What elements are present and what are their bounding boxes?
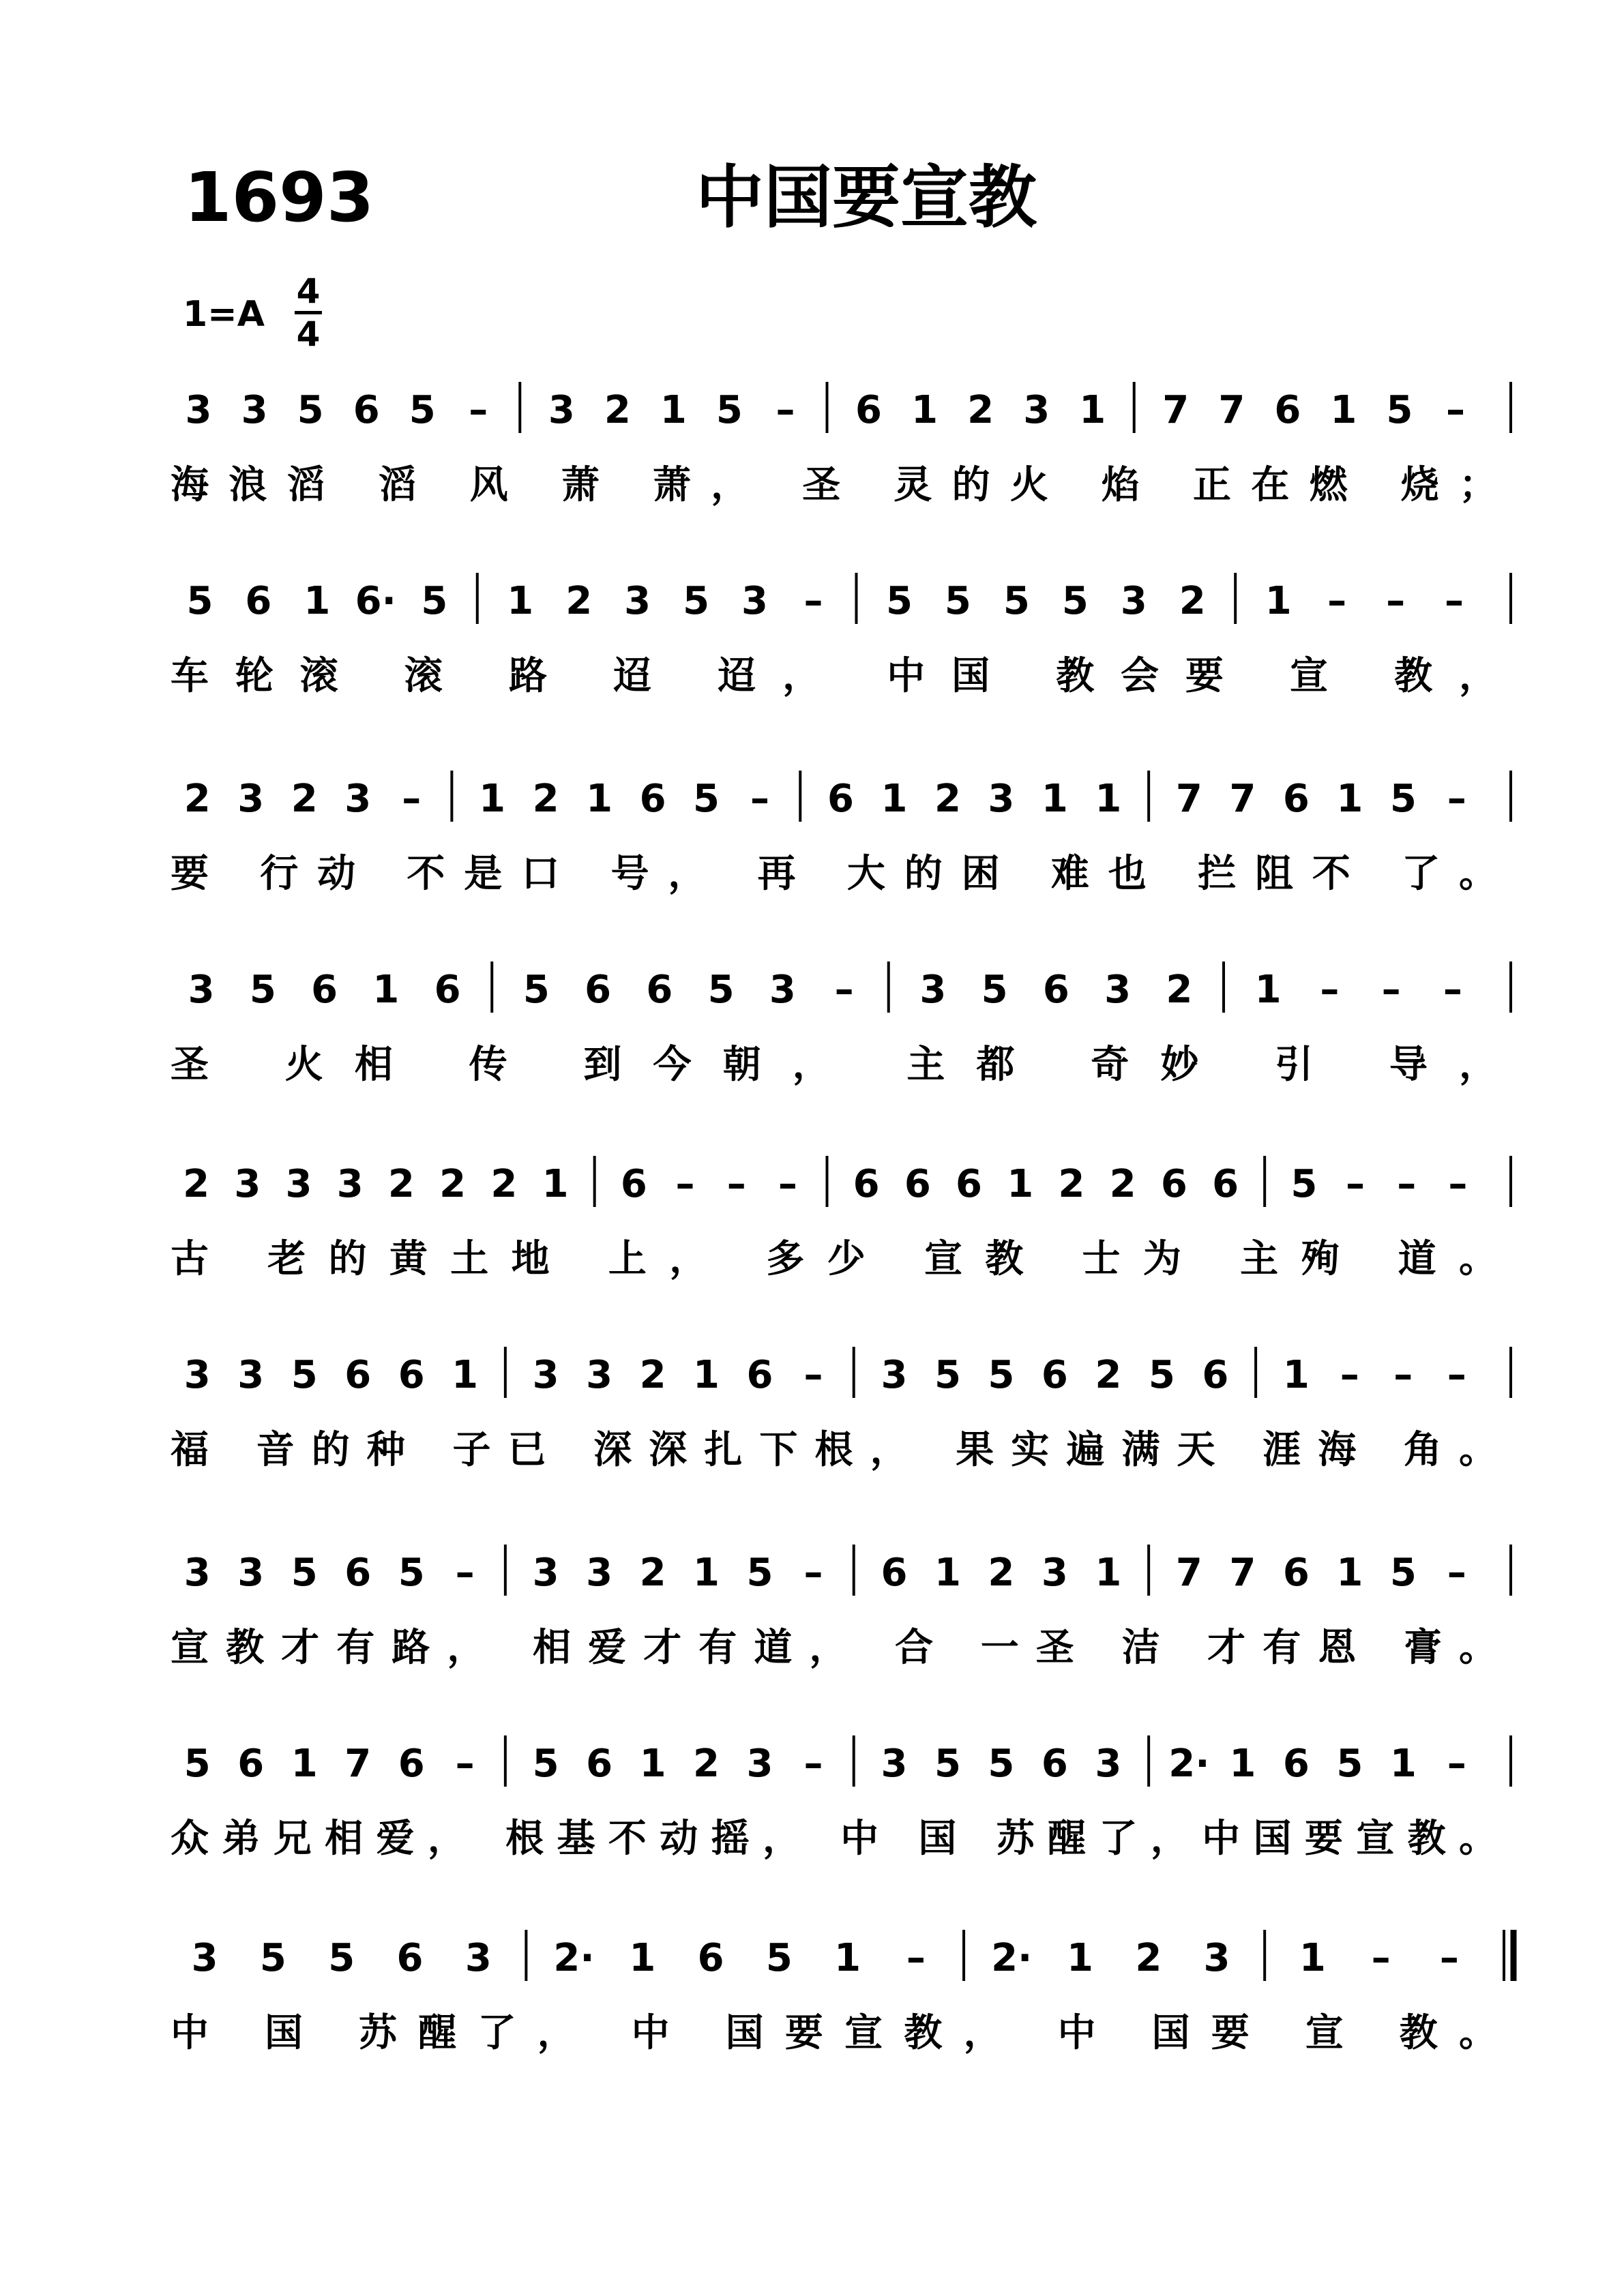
note: 6 bbox=[1202, 1353, 1229, 1397]
note: 5 bbox=[421, 579, 448, 623]
note: 6 bbox=[746, 1353, 773, 1397]
note: 1 bbox=[629, 1936, 656, 1980]
key-signature: 1=A bbox=[183, 294, 265, 335]
note: 2 bbox=[1058, 1162, 1085, 1206]
dash-note: – bbox=[1443, 968, 1462, 1012]
note: 5 bbox=[522, 968, 550, 1012]
dash-note: – bbox=[803, 1742, 823, 1786]
dash-note: – bbox=[803, 1551, 823, 1595]
note: 3 bbox=[1023, 388, 1050, 432]
note: 2 bbox=[490, 1162, 518, 1206]
note: 7 bbox=[1218, 388, 1245, 432]
note: 7 bbox=[1162, 388, 1190, 432]
note: 1 bbox=[911, 388, 939, 432]
note: 1 bbox=[1079, 388, 1106, 432]
note: 1 bbox=[881, 777, 908, 821]
note: 1 bbox=[1007, 1162, 1034, 1206]
note: 1 bbox=[693, 1551, 720, 1595]
note: 1 bbox=[542, 1162, 569, 1206]
note: 6 bbox=[1282, 1551, 1310, 1595]
note: 3 bbox=[741, 579, 768, 623]
note: 5 bbox=[934, 1742, 961, 1786]
note: 3 bbox=[919, 968, 947, 1012]
note: 1 bbox=[693, 1353, 720, 1397]
note: 2 bbox=[291, 777, 318, 821]
notation-row bbox=[192, 1930, 1514, 1981]
note: 2 bbox=[532, 777, 559, 821]
note: 2 bbox=[604, 388, 631, 432]
note: 2 bbox=[1166, 968, 1193, 1012]
note: 6 bbox=[881, 1551, 908, 1595]
dash-note: – bbox=[1340, 1353, 1359, 1397]
dash-note: – bbox=[1439, 1936, 1459, 1980]
note: 3 bbox=[1104, 968, 1132, 1012]
dash-note: – bbox=[1393, 1353, 1413, 1397]
note: 2 bbox=[693, 1742, 720, 1786]
note: 3 bbox=[881, 1742, 908, 1786]
note: 6 bbox=[1042, 968, 1069, 1012]
note: 7 bbox=[1229, 777, 1256, 821]
note: 3 bbox=[285, 1162, 312, 1206]
note: 5 bbox=[715, 388, 743, 432]
note: 2 bbox=[1109, 1162, 1136, 1206]
lyrics-row bbox=[171, 852, 1497, 896]
note: 6 bbox=[697, 1936, 724, 1980]
note: 6 bbox=[353, 388, 380, 432]
note: 2 bbox=[1135, 1936, 1162, 1980]
note: 1 bbox=[1041, 777, 1068, 821]
note: 5 bbox=[1389, 1551, 1417, 1595]
note: 6 bbox=[1282, 1742, 1310, 1786]
lyrics-row bbox=[171, 1428, 1497, 1472]
note: 2· bbox=[991, 1936, 1033, 1980]
note: 3 bbox=[532, 1551, 559, 1595]
note: 5 bbox=[988, 1353, 1015, 1397]
note: 2 bbox=[565, 579, 593, 623]
note: 7 bbox=[1229, 1551, 1256, 1595]
system-5 bbox=[171, 1156, 1511, 1281]
note: 1 bbox=[1265, 579, 1292, 623]
note: 2 bbox=[639, 1353, 666, 1397]
note: 6 bbox=[1041, 1742, 1068, 1786]
note: 3 bbox=[881, 1353, 908, 1397]
note: 1 bbox=[1095, 777, 1122, 821]
note: 6 bbox=[1212, 1162, 1239, 1206]
note: 1 bbox=[1389, 1742, 1417, 1786]
note: 5 bbox=[291, 1353, 318, 1397]
note: 3 bbox=[188, 968, 215, 1012]
system-1 bbox=[171, 382, 1511, 507]
note: 1 bbox=[304, 579, 331, 623]
note: 6 bbox=[344, 1551, 372, 1595]
note: 6 bbox=[398, 1742, 425, 1786]
note: 6 bbox=[311, 968, 338, 1012]
note: 3 bbox=[532, 1353, 559, 1397]
note: 6 bbox=[855, 388, 882, 432]
note: 3 bbox=[237, 1353, 265, 1397]
lyric-line: 众弟兄相爱， 根基不动摇， 中 国 苏醒了，中国要宣教。 bbox=[171, 1817, 1497, 1861]
dash-note: – bbox=[455, 1742, 475, 1786]
dash-note: – bbox=[469, 388, 488, 432]
note: 1 bbox=[452, 1353, 479, 1397]
note: 7 bbox=[344, 1742, 372, 1786]
note: 5 bbox=[981, 968, 1008, 1012]
note: 6 bbox=[237, 1742, 265, 1786]
note: 3 bbox=[183, 1353, 211, 1397]
note: 6 bbox=[639, 777, 666, 821]
note: 1 bbox=[586, 777, 613, 821]
note: 5 bbox=[886, 579, 913, 623]
note: 3 bbox=[548, 388, 575, 432]
lyrics-row bbox=[171, 1817, 1497, 1861]
note: 5 bbox=[398, 1551, 425, 1595]
note: 5 bbox=[1386, 388, 1413, 432]
note: 5 bbox=[944, 579, 971, 623]
note: 2 bbox=[967, 388, 994, 432]
note: 6 bbox=[1274, 388, 1301, 432]
note: 3 bbox=[1095, 1742, 1122, 1786]
dash-note: – bbox=[803, 1353, 823, 1397]
dash-note: – bbox=[1327, 579, 1347, 623]
dash-note: – bbox=[1371, 1936, 1391, 1980]
note: 5 bbox=[765, 1936, 793, 1980]
note: 2 bbox=[439, 1162, 467, 1206]
note: 2 bbox=[1179, 579, 1206, 623]
system-7 bbox=[171, 1545, 1511, 1670]
lyric-line: 中 国 苏醒了， 中 国要宣教， 中 国要 宣 教。 bbox=[171, 2011, 1497, 2055]
lyrics-row bbox=[171, 1043, 1497, 1087]
note: 6 bbox=[586, 1742, 613, 1786]
dash-note: – bbox=[1447, 1551, 1466, 1595]
note: 2 bbox=[1095, 1353, 1122, 1397]
note: 3 bbox=[464, 1936, 492, 1980]
notation-row bbox=[186, 382, 1511, 433]
note: 6 bbox=[956, 1162, 982, 1206]
note: 5 bbox=[409, 388, 436, 432]
note: 3 bbox=[769, 968, 796, 1012]
note: 3 bbox=[586, 1551, 613, 1595]
note: 3 bbox=[237, 777, 265, 821]
note: 5 bbox=[291, 1551, 318, 1595]
note: 1 bbox=[507, 579, 534, 623]
note: 5 bbox=[693, 777, 720, 821]
note: 1 bbox=[1067, 1936, 1093, 1980]
note: 1 bbox=[1336, 777, 1363, 821]
note: 7 bbox=[1175, 777, 1202, 821]
lyric-line: 宣教才有路， 相爱才有道， 合 一圣 洁 才有恩 膏。 bbox=[171, 1626, 1497, 1670]
note: 6 bbox=[434, 968, 461, 1012]
lyric-line: 车轮滚 滚 路 迢 迢， 中国 教会要 宣 教， bbox=[171, 654, 1498, 698]
note: 6 bbox=[1282, 777, 1310, 821]
note: 2· bbox=[553, 1936, 595, 1980]
system-2 bbox=[171, 573, 1511, 698]
note: 7 bbox=[1175, 1551, 1202, 1595]
lyric-line: 圣 火相 传 到今朝， 主都 奇妙 引 导， bbox=[171, 1043, 1497, 1087]
note: 5 bbox=[746, 1551, 773, 1595]
note: 5 bbox=[707, 968, 735, 1012]
note: 6 bbox=[646, 968, 673, 1012]
dash-note: – bbox=[1320, 968, 1340, 1012]
dash-note: – bbox=[1446, 388, 1465, 432]
dash-note: – bbox=[1447, 1353, 1466, 1397]
note: 2 bbox=[183, 1162, 210, 1206]
note: 2· bbox=[1168, 1742, 1210, 1786]
dash-note: – bbox=[1381, 968, 1401, 1012]
dash-note: – bbox=[750, 777, 769, 821]
note: 3 bbox=[1120, 579, 1147, 623]
note: 1 bbox=[291, 1742, 318, 1786]
note: 6 bbox=[1160, 1162, 1187, 1206]
song-number: 1693 bbox=[184, 158, 374, 237]
dash-note: – bbox=[803, 579, 823, 623]
system-8 bbox=[171, 1735, 1511, 1861]
dash-note: – bbox=[906, 1936, 926, 1980]
note: 1 bbox=[1330, 388, 1357, 432]
dash-note: – bbox=[402, 777, 422, 821]
note: 1 bbox=[934, 1551, 961, 1595]
note: 2 bbox=[639, 1551, 666, 1595]
note: 1 bbox=[372, 968, 400, 1012]
notation-row bbox=[184, 1545, 1511, 1596]
note: 6 bbox=[585, 968, 612, 1012]
note: 3 bbox=[241, 388, 268, 432]
lyric-line: 海浪滔 滔 风 萧 萧， 圣 灵的火 焰 正在燃 烧； bbox=[171, 463, 1497, 507]
note: 3 bbox=[624, 579, 651, 623]
dash-note: – bbox=[726, 1162, 746, 1206]
note: 5 bbox=[297, 388, 324, 432]
notation-row bbox=[183, 1156, 1511, 1207]
system-4 bbox=[171, 961, 1511, 1087]
song-title: 中国要宣教 bbox=[696, 158, 1037, 237]
note: 1 bbox=[639, 1742, 666, 1786]
note: 3 bbox=[1203, 1936, 1230, 1980]
note: 3 bbox=[237, 1551, 265, 1595]
note: 6 bbox=[245, 579, 272, 623]
note: 1 bbox=[1254, 968, 1282, 1012]
note: 5 bbox=[259, 1936, 286, 1980]
note: 3 bbox=[336, 1162, 364, 1206]
notation-row bbox=[188, 961, 1511, 1013]
note: 5 bbox=[1290, 1162, 1318, 1206]
note: 6 bbox=[398, 1353, 425, 1397]
system-3 bbox=[171, 771, 1511, 896]
lyrics-row bbox=[171, 654, 1497, 698]
note: 5 bbox=[532, 1742, 559, 1786]
time-signature-bottom: 4 bbox=[296, 314, 321, 354]
note: 5 bbox=[1061, 579, 1089, 623]
dash-note: – bbox=[1448, 1162, 1468, 1206]
notation-row bbox=[184, 1347, 1511, 1398]
note: 5 bbox=[186, 579, 213, 623]
dash-note: – bbox=[1447, 1742, 1466, 1786]
note: 6 bbox=[396, 1936, 424, 1980]
note: 5 bbox=[183, 1742, 211, 1786]
note: 5 bbox=[1148, 1353, 1175, 1397]
dash-note: – bbox=[1397, 1162, 1417, 1206]
dash-note: – bbox=[778, 1162, 797, 1206]
note: 1 bbox=[660, 388, 687, 432]
lyrics-row bbox=[171, 463, 1497, 507]
note: 5 bbox=[934, 1353, 961, 1397]
lyric-line: 要 行动 不是口 号， 再 大的困 难也 拦阻不 了。 bbox=[171, 852, 1498, 896]
note: 5 bbox=[249, 968, 276, 1012]
system-6 bbox=[171, 1347, 1511, 1472]
dash-note: – bbox=[1346, 1162, 1365, 1206]
lyrics-row bbox=[171, 2011, 1497, 2055]
notation-row bbox=[184, 771, 1511, 822]
note: 6 bbox=[344, 1353, 372, 1397]
note: 5 bbox=[1389, 777, 1417, 821]
note: 5 bbox=[1003, 579, 1030, 623]
note: 6· bbox=[355, 579, 396, 623]
dash-note: – bbox=[1386, 579, 1406, 623]
dash-note: – bbox=[1447, 777, 1466, 821]
note: 3 bbox=[344, 777, 372, 821]
note: 2 bbox=[387, 1162, 415, 1206]
note: 3 bbox=[746, 1742, 773, 1786]
lyrics-row bbox=[171, 1237, 1497, 1281]
note: 3 bbox=[185, 388, 212, 432]
dash-note: – bbox=[834, 968, 854, 1012]
note: 5 bbox=[328, 1936, 355, 1980]
note: 5 bbox=[683, 579, 710, 623]
note: 3 bbox=[988, 777, 1015, 821]
note: 6 bbox=[853, 1162, 880, 1206]
lyric-line: 古 老的黄土地 上， 多少 宣教 士为 主殉 道。 bbox=[171, 1237, 1497, 1281]
note: 2 bbox=[183, 777, 211, 821]
note: 2 bbox=[988, 1551, 1015, 1595]
note: 2 bbox=[934, 777, 961, 821]
note: 6 bbox=[1041, 1353, 1068, 1397]
note: 1 bbox=[1095, 1551, 1122, 1595]
notation-row bbox=[184, 1735, 1511, 1787]
note: 6 bbox=[827, 777, 854, 821]
time-signature-top: 4 bbox=[296, 271, 321, 311]
lyric-line: 福 音的种 子已 深深扎下根， 果实遍满天 涯海 角。 bbox=[171, 1428, 1497, 1472]
note: 3 bbox=[234, 1162, 261, 1206]
note: 6 bbox=[620, 1162, 647, 1206]
note: 1 bbox=[1229, 1742, 1256, 1786]
dash-note: – bbox=[776, 388, 795, 432]
note: 1 bbox=[834, 1936, 861, 1980]
note: 3 bbox=[586, 1353, 613, 1397]
note: 6 bbox=[904, 1162, 931, 1206]
lyrics-row bbox=[171, 1626, 1497, 1670]
note: 5 bbox=[1336, 1742, 1363, 1786]
note: 1 bbox=[1282, 1353, 1310, 1397]
note: 3 bbox=[183, 1551, 211, 1595]
notation-row bbox=[187, 573, 1511, 624]
note: 5 bbox=[988, 1742, 1015, 1786]
system-9 bbox=[171, 1930, 1514, 2055]
note: 1 bbox=[479, 777, 506, 821]
note: 3 bbox=[191, 1936, 218, 1980]
dash-note: – bbox=[455, 1551, 475, 1595]
dash-note: – bbox=[1445, 579, 1464, 623]
note: 1 bbox=[1299, 1936, 1326, 1980]
note: 1 bbox=[1336, 1551, 1363, 1595]
note: 3 bbox=[1041, 1551, 1068, 1595]
dash-note: – bbox=[675, 1162, 695, 1206]
